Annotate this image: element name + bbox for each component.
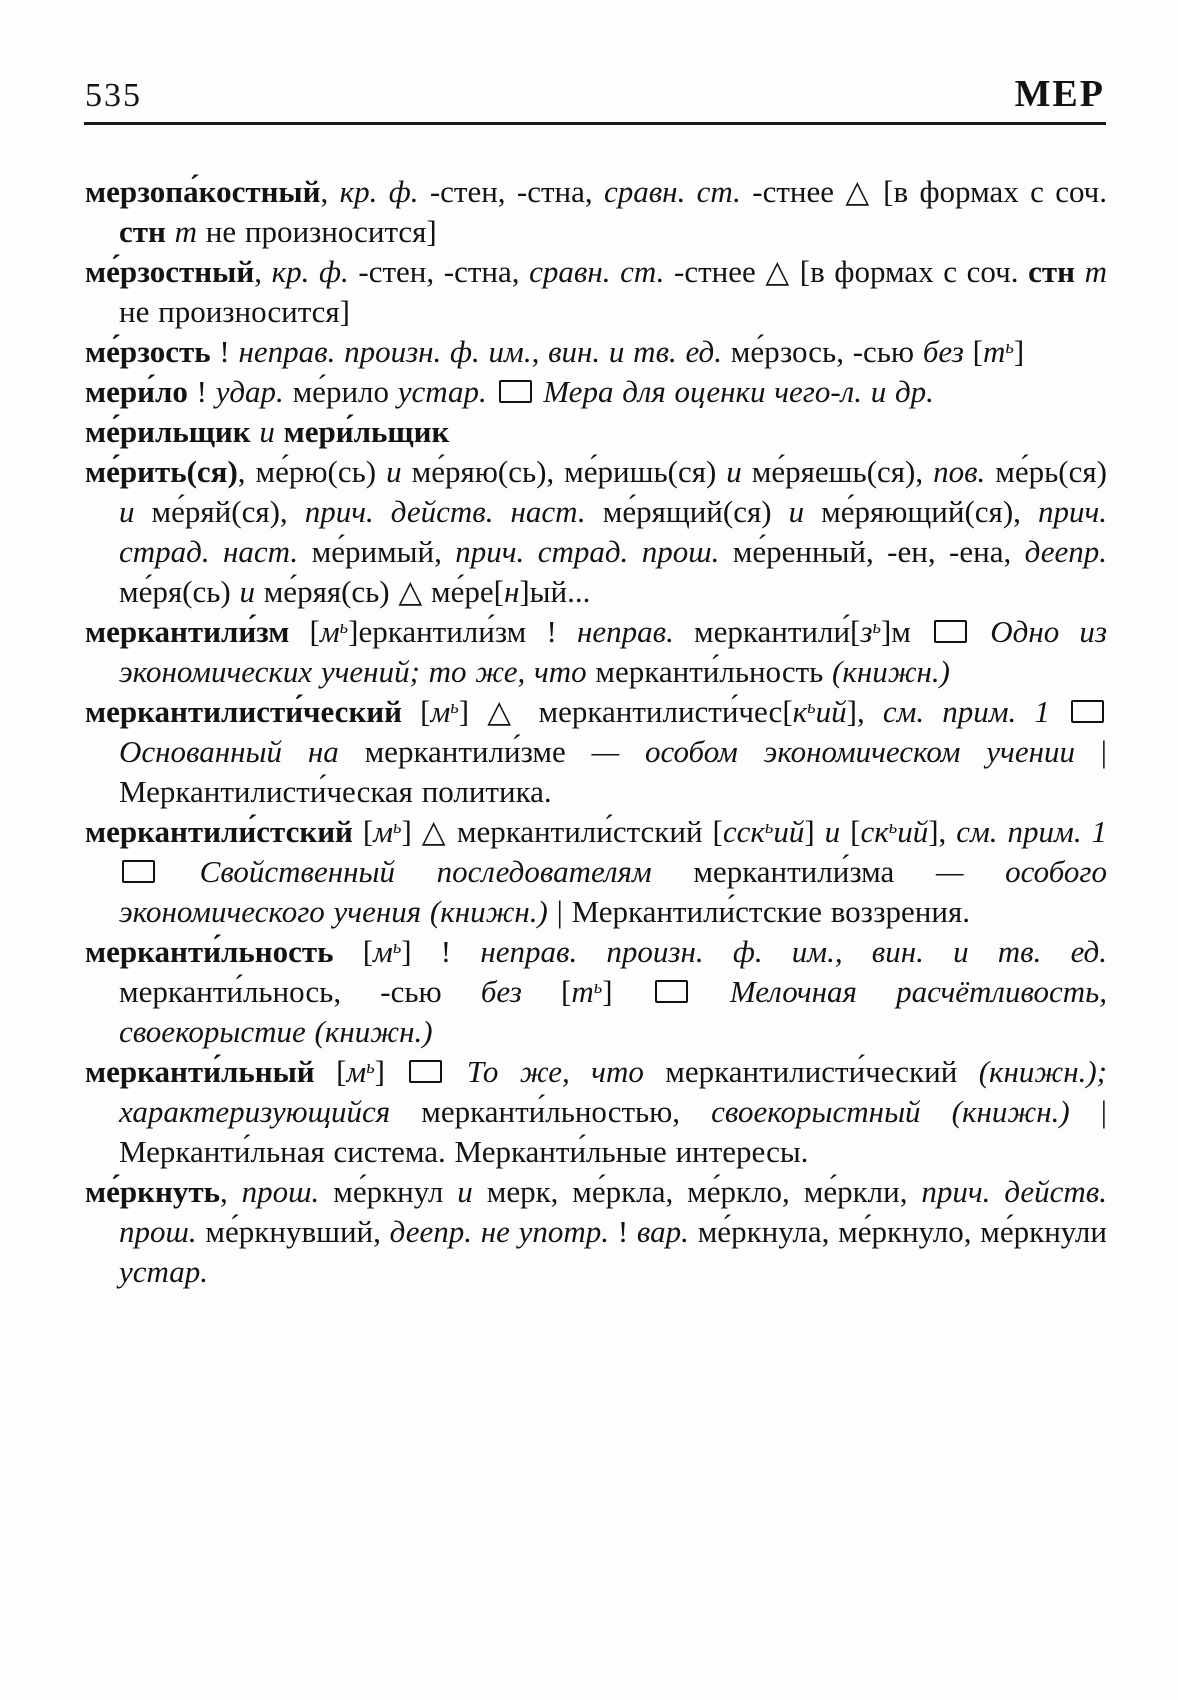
dictionary-entry bbox=[85, 812, 1107, 932]
entry-text: без bbox=[480, 974, 562, 1009]
entry-text: устар. bbox=[119, 1254, 209, 1289]
entry-text: ь bbox=[393, 816, 402, 838]
entry-text: [ bbox=[314, 1054, 347, 1089]
entry-text: ] bbox=[804, 814, 825, 849]
entry-text: [ bbox=[289, 614, 320, 649]
entry-text: ь bbox=[888, 816, 898, 838]
entry-text: [ bbox=[352, 814, 374, 849]
entry-text: неправ. произн. ф. им., вин. и тв. ед. bbox=[238, 334, 731, 369]
page-header bbox=[85, 72, 1105, 116]
entry-text: ме́ркнула, ме́ркнуло, ме́ркнули bbox=[697, 1214, 1107, 1249]
entry-text: не произносится] bbox=[197, 214, 437, 249]
entry-text: ь bbox=[450, 696, 459, 718]
header-rule bbox=[84, 122, 1106, 125]
entry-text: м bbox=[373, 814, 394, 849]
entry-text: [ bbox=[972, 334, 983, 369]
entry-text: ме́рь(ся) bbox=[995, 454, 1107, 489]
entry-text: своекорыстный (книжн.) bbox=[711, 1094, 1070, 1129]
entry-text: и bbox=[726, 454, 742, 489]
entry-text: Основанный на bbox=[119, 734, 365, 769]
entry-text bbox=[275, 414, 284, 449]
entry-text: ь bbox=[593, 976, 603, 998]
entry-text: меркантили́зме bbox=[364, 734, 566, 769]
entry-text: пов. bbox=[933, 454, 996, 489]
headword: мерканти́льность bbox=[85, 934, 334, 969]
entry-text: ме́ркнул bbox=[333, 1174, 458, 1209]
entry-text: ме́ряющий(ся), bbox=[804, 494, 1038, 529]
entry-text: , bbox=[219, 1174, 242, 1209]
entry-text: ] bbox=[1013, 334, 1025, 369]
entry-text: удар. bbox=[215, 374, 293, 409]
entry-text: ме́рящий(ся) bbox=[602, 494, 789, 529]
entry-text: и bbox=[824, 814, 841, 849]
entry-text: ]ый... bbox=[519, 574, 591, 609]
headword: ме́рить(ся) bbox=[85, 454, 238, 489]
entry-text: и bbox=[457, 1174, 473, 1209]
entry-text: , ме́рю(сь) bbox=[237, 454, 387, 489]
definition-box-icon bbox=[122, 860, 155, 883]
entry-text: ! bbox=[187, 374, 216, 409]
entry-text: -стен, -стна, bbox=[429, 174, 604, 209]
entry-text: м bbox=[319, 614, 340, 649]
entry-text: ь bbox=[366, 1056, 375, 1078]
entry-text: деепр. bbox=[1024, 534, 1107, 569]
entry-text: ь bbox=[764, 816, 774, 838]
entry-text: ий bbox=[897, 814, 929, 849]
entry-text: ме́ряй(ся), bbox=[134, 494, 305, 529]
entry-text: см. прим. 1 bbox=[956, 814, 1108, 849]
entry-text: [ bbox=[402, 694, 431, 729]
entry-text: ] △ меркантилисти́чес[ bbox=[458, 694, 793, 729]
dictionary-entry bbox=[85, 252, 1107, 332]
entry-text: ий bbox=[815, 694, 847, 729]
entry-text: [ bbox=[840, 814, 861, 849]
definition-box-icon bbox=[1071, 700, 1104, 723]
page-number: 535 bbox=[85, 77, 142, 114]
entry-text: ь bbox=[807, 696, 816, 718]
entry-text: мерканти́льностью, bbox=[421, 1094, 712, 1129]
entry-text: мери́льщик bbox=[283, 414, 450, 449]
entry-text: ! bbox=[210, 334, 239, 369]
entry-text: ] ! bbox=[401, 934, 481, 969]
entry-text: | Мерканти́льная система. Мерканти́льные интересы. bbox=[119, 1094, 1107, 1169]
entry-text: прич. действ. прош. bbox=[119, 1174, 1108, 1249]
entry-text: прош. bbox=[241, 1174, 334, 1209]
definition-box-icon bbox=[655, 980, 688, 1003]
entry-text: м bbox=[373, 934, 393, 969]
entry-text: меркантили́зма bbox=[693, 854, 895, 889]
entry-text: з bbox=[860, 614, 873, 649]
entry-text: мерк, ме́ркла, ме́ркло, ме́ркли, bbox=[472, 1174, 922, 1209]
guide-word: МЕР bbox=[1014, 73, 1105, 115]
entry-text: ь bbox=[392, 936, 402, 958]
headword: ме́рильщик bbox=[85, 414, 251, 449]
headword: мерканти́льный bbox=[85, 1054, 315, 1089]
entry-text: стн bbox=[119, 214, 175, 249]
entry-text: кр. ф. bbox=[271, 254, 359, 289]
entry-text: сск bbox=[722, 814, 765, 849]
entry-text bbox=[970, 614, 990, 649]
headword: меркантили́зм bbox=[85, 614, 290, 649]
headword: мери́ло bbox=[85, 374, 188, 409]
entry-text: вар. bbox=[636, 1214, 698, 1249]
dictionary-entry bbox=[85, 332, 1107, 372]
dictionary-entry bbox=[85, 372, 1107, 412]
entry-text: неправ. bbox=[576, 614, 695, 649]
headword: ме́рзостный bbox=[85, 254, 255, 289]
entry-text: , bbox=[254, 254, 272, 289]
entry-text: Мера для оценки чего-л. и др. bbox=[543, 374, 934, 409]
entry-text: м bbox=[430, 694, 451, 729]
dictionary-entry bbox=[85, 1172, 1107, 1292]
dictionary-entry bbox=[85, 452, 1107, 612]
entry-text: ь bbox=[339, 616, 349, 638]
entry-text: -стнее △ [в формах с соч. bbox=[674, 254, 1029, 289]
entry-text: ] bbox=[374, 1054, 407, 1089]
entry-text: ме́ркнувший, bbox=[205, 1214, 390, 1249]
entry-text: Одно из экономических учений; то же, что bbox=[119, 614, 1107, 689]
entry-text: | Меркантилисти́ческая политика. bbox=[119, 734, 1107, 809]
entry-text: прич. действ. наст. bbox=[304, 494, 603, 529]
entry-text: Мелочная расчётливость, своекорыстие (книжн.) bbox=[119, 974, 1107, 1049]
headword: меркантили́стский bbox=[85, 814, 353, 849]
entry-text: ь bbox=[1005, 336, 1014, 358]
entry-text: -стнее △ [в формах с соч. bbox=[752, 174, 1107, 209]
entry-text: (книжн.); характеризующийся bbox=[119, 1054, 1108, 1129]
entry-text: деепр. не употр. bbox=[389, 1214, 610, 1249]
entry-text: т bbox=[174, 214, 197, 249]
entry-text: и bbox=[259, 414, 275, 449]
entry-text bbox=[691, 974, 730, 1009]
definition-box-icon bbox=[499, 380, 532, 403]
entry-text: мерканти́льнось, -сью bbox=[119, 974, 481, 1009]
entry-text: Свойственный последователям bbox=[199, 854, 694, 889]
entry-text: ] bbox=[602, 974, 652, 1009]
entry-text: т bbox=[982, 334, 1006, 369]
entry-text: ме́ряю(сь), ме́ришь(ся) bbox=[401, 454, 727, 489]
entry-text: -стен, -стна, bbox=[358, 254, 530, 289]
entry-text: ме́ренный, -ен, -ена, bbox=[732, 534, 1025, 569]
headword: ме́ркнуть bbox=[85, 1174, 220, 1209]
entry-text: прич. страд. наст. bbox=[119, 494, 1107, 569]
entry-text: т bbox=[571, 974, 594, 1009]
entry-text: стн bbox=[1028, 254, 1085, 289]
entry-text: , bbox=[320, 174, 340, 209]
entry-text: без bbox=[922, 334, 973, 369]
entry-text: т bbox=[1084, 254, 1107, 289]
entry-text: н bbox=[503, 574, 520, 609]
entry-text: к bbox=[792, 694, 808, 729]
entry-text: ! bbox=[609, 1214, 637, 1249]
entry-text: меркантили́[ bbox=[694, 614, 861, 649]
entry-text: сравн. ст. bbox=[603, 174, 753, 209]
entry-text: меркантилисти́ческий bbox=[665, 1054, 979, 1089]
entry-text: [ bbox=[333, 934, 374, 969]
entry-text: и bbox=[788, 494, 805, 529]
entry-text: ск bbox=[860, 814, 889, 849]
entry-text: см. прим. 1 bbox=[882, 694, 1069, 729]
entry-text bbox=[158, 854, 200, 889]
entry-text: ]еркантили́зм ! bbox=[348, 614, 577, 649]
dictionary-entry bbox=[85, 412, 1107, 452]
entry-text: ], bbox=[846, 694, 883, 729]
entry-text: ме́рзось, -сью bbox=[730, 334, 923, 369]
entry-text: — особого экономического учения (книжн.) bbox=[119, 854, 1108, 929]
dictionary-entry bbox=[85, 172, 1107, 252]
entry-text: (книжн.) bbox=[832, 654, 951, 689]
entry-text: ме́рило bbox=[292, 374, 398, 409]
definition-box-icon bbox=[934, 620, 967, 643]
entry-text: | Меркантили́стские воззрения. bbox=[547, 894, 970, 929]
entry-text bbox=[535, 374, 544, 409]
entry-text: и bbox=[119, 494, 135, 529]
entry-text: ме́ряешь(ся), bbox=[741, 454, 934, 489]
entry-text: мерканти́льность bbox=[595, 654, 833, 689]
dictionary-entry bbox=[85, 932, 1107, 1052]
headword: ме́рзость bbox=[85, 334, 211, 369]
entry-text: кр. ф. bbox=[339, 174, 430, 209]
entry-text: устар. bbox=[397, 374, 496, 409]
headword: меркантилисти́ческий bbox=[85, 694, 403, 729]
entry-text: ме́ряя(сь) △ ме́ре[ bbox=[254, 574, 504, 609]
entry-text: ]м bbox=[880, 614, 932, 649]
entry-text: м bbox=[346, 1054, 367, 1089]
entry-text: ь bbox=[872, 616, 881, 638]
entry-text: ий bbox=[773, 814, 805, 849]
entry-text: неправ. произн. ф. им., вин. и тв. ед. bbox=[480, 934, 1107, 969]
definition-box-icon bbox=[409, 1060, 442, 1083]
entry-text: прич. страд. прош. bbox=[455, 534, 733, 569]
dictionary-entry bbox=[85, 1052, 1107, 1172]
entry-text: ], bbox=[928, 814, 957, 849]
entry-text: ] △ меркантили́стский [ bbox=[401, 814, 723, 849]
entry-text: — особом экономическом учении bbox=[565, 734, 1075, 769]
entry-text: ме́римый, bbox=[311, 534, 456, 569]
entry-text: сравн. ст. bbox=[529, 254, 675, 289]
entry-text: [ bbox=[561, 974, 572, 1009]
headword: мерзопа́костный bbox=[85, 174, 321, 209]
entry-text: То же, что bbox=[466, 1054, 666, 1089]
entry-text bbox=[445, 1054, 466, 1089]
entry-text: ме́ря(сь) bbox=[119, 574, 240, 609]
entries-list bbox=[85, 172, 1107, 1292]
dictionary-entry bbox=[85, 692, 1107, 812]
entry-text: и bbox=[386, 454, 402, 489]
entry-text: не произносится] bbox=[119, 294, 351, 329]
dictionary-entry bbox=[85, 612, 1107, 692]
entry-text: и bbox=[239, 574, 255, 609]
